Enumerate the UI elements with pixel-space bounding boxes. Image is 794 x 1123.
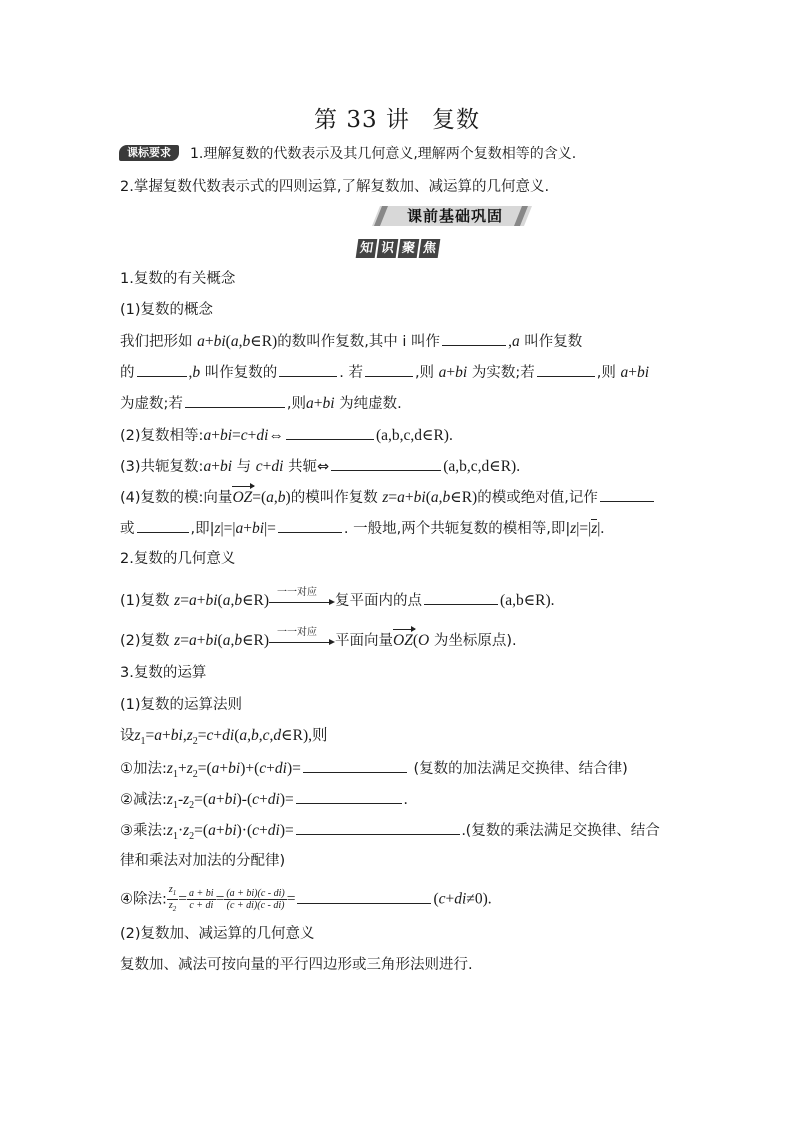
division-line: ④除法: $\frac{z_1}{z_2}$ = $\frac{a + bi}{c + di}$ = $\frac{(a + bi)(c - di)}{(c + di)(c - di)}$ = (c+di≠0). <box>120 884 492 913</box>
concept-heading: (1)复数的概念 <box>120 302 214 318</box>
blank <box>442 331 506 346</box>
requirement-2: 2.掌握复数代数表示式的四则运算,了解复数加、减运算的几何意义. <box>120 179 550 195</box>
modulus-line-1: (4)复数的模:向量OZ=(a,b)的模叫作复数 z=a+bi(a,b∈R)的模或绝对值,记作 <box>120 487 656 508</box>
blank <box>537 362 595 377</box>
geometric-line-1: (1)复数 z=a+bi(a,b∈R) 一一对应 复平面内的点 (a,b∈R). <box>120 587 555 609</box>
rules-heading: (1)复数的运算法则 <box>120 697 243 713</box>
lesson-number: 第 33 讲 <box>314 107 410 133</box>
blank <box>278 518 342 533</box>
addition-line: ①加法$:z_1+z_2=(a+bi)+(c+di)=$ (复数的加法满足交换律、结合律) <box>120 760 628 780</box>
tag-char: 焦 <box>419 239 441 258</box>
conjugate-line: (3)共轭复数:a+bi 与 c+di 共轭⇔ (a,b,c,d∈R). <box>120 458 521 475</box>
tag-char: 识 <box>377 239 399 258</box>
requirement-1: 1.理解复数的代数表示及其几何意义,理解两个复数相等的含义. <box>190 146 577 162</box>
knowledge-focus-tag <box>357 239 439 258</box>
concept-line-2: 的 ,b 叫作复数的 . 若 ,则 a+bi 为实数;若 ,则 a+bi <box>120 364 650 381</box>
blank <box>303 758 407 773</box>
one-to-one-arrow: 一一对应 <box>269 591 335 611</box>
blank <box>279 362 337 377</box>
blank <box>600 487 654 502</box>
one-to-one-arrow: 一一对应 <box>269 631 335 651</box>
vector-oz: OZ <box>232 489 253 506</box>
blank <box>286 425 374 440</box>
multiplication-note: 律和乘法对加法的分配律) <box>120 853 286 869</box>
vector-oz: OZ <box>393 632 413 649</box>
subtraction-line: ②减法$:z_1-z_2=(a+bi)-(c+di)=$ . <box>120 791 408 811</box>
section-banner: 课前基础巩固 <box>406 207 503 225</box>
geometric-line-2: (2)复数 z=a+bi(a,b∈R) 一一对应 平面向量OZ(O 为坐标原点). <box>120 627 517 649</box>
blank <box>331 456 441 471</box>
blank <box>296 820 460 835</box>
geometric-ops-text: 复数加、减法可按向量的平行四边形或三角形法则进行. <box>120 957 473 973</box>
lesson-topic: 复数 <box>431 107 480 133</box>
equality-line: (2)复数相等:a+bi=c+di⇔ (a,b,c,d∈R). <box>120 427 453 444</box>
blank <box>296 789 402 804</box>
section-2-heading: 2.复数的几何意义 <box>120 551 236 567</box>
set-line: 设$z_1=a+bi,z_2=c+di(a,b,c,d\in R)$,则 <box>120 727 328 747</box>
blank <box>365 362 413 377</box>
page-title <box>0 101 794 134</box>
tag-char: 知 <box>356 239 378 258</box>
blank <box>137 518 189 533</box>
section-1-heading: 1.复数的有关概念 <box>120 271 236 287</box>
geometric-ops-heading: (2)复数加、减运算的几何意义 <box>120 926 315 942</box>
section-3-heading: 3.复数的运算 <box>120 665 207 681</box>
concept-line-1: 我们把形如 a+bi(a,b∈R)的数叫作复数,其中 i 叫作 ,a 叫作复数 <box>120 333 583 350</box>
curriculum-badge: 课标要求 <box>119 145 179 161</box>
modulus-line-2: 或 ,即|z|=|a+bi|= . 一般地,两个共轭复数的模相等,即|z|=|z|. <box>120 520 605 537</box>
blank <box>137 362 187 377</box>
tag-char: 聚 <box>398 239 420 258</box>
blank <box>424 590 498 605</box>
concept-line-3: 为虚数;若 ,则a+bi 为纯虚数. <box>120 395 402 412</box>
multiplication-line: ③乘法$:z_1\cdot z_2=(a+bi)\cdot(c+di)=$ .(复数的乘法满足交换律、结合 <box>120 822 660 842</box>
blank <box>185 393 285 408</box>
blank <box>297 889 431 904</box>
